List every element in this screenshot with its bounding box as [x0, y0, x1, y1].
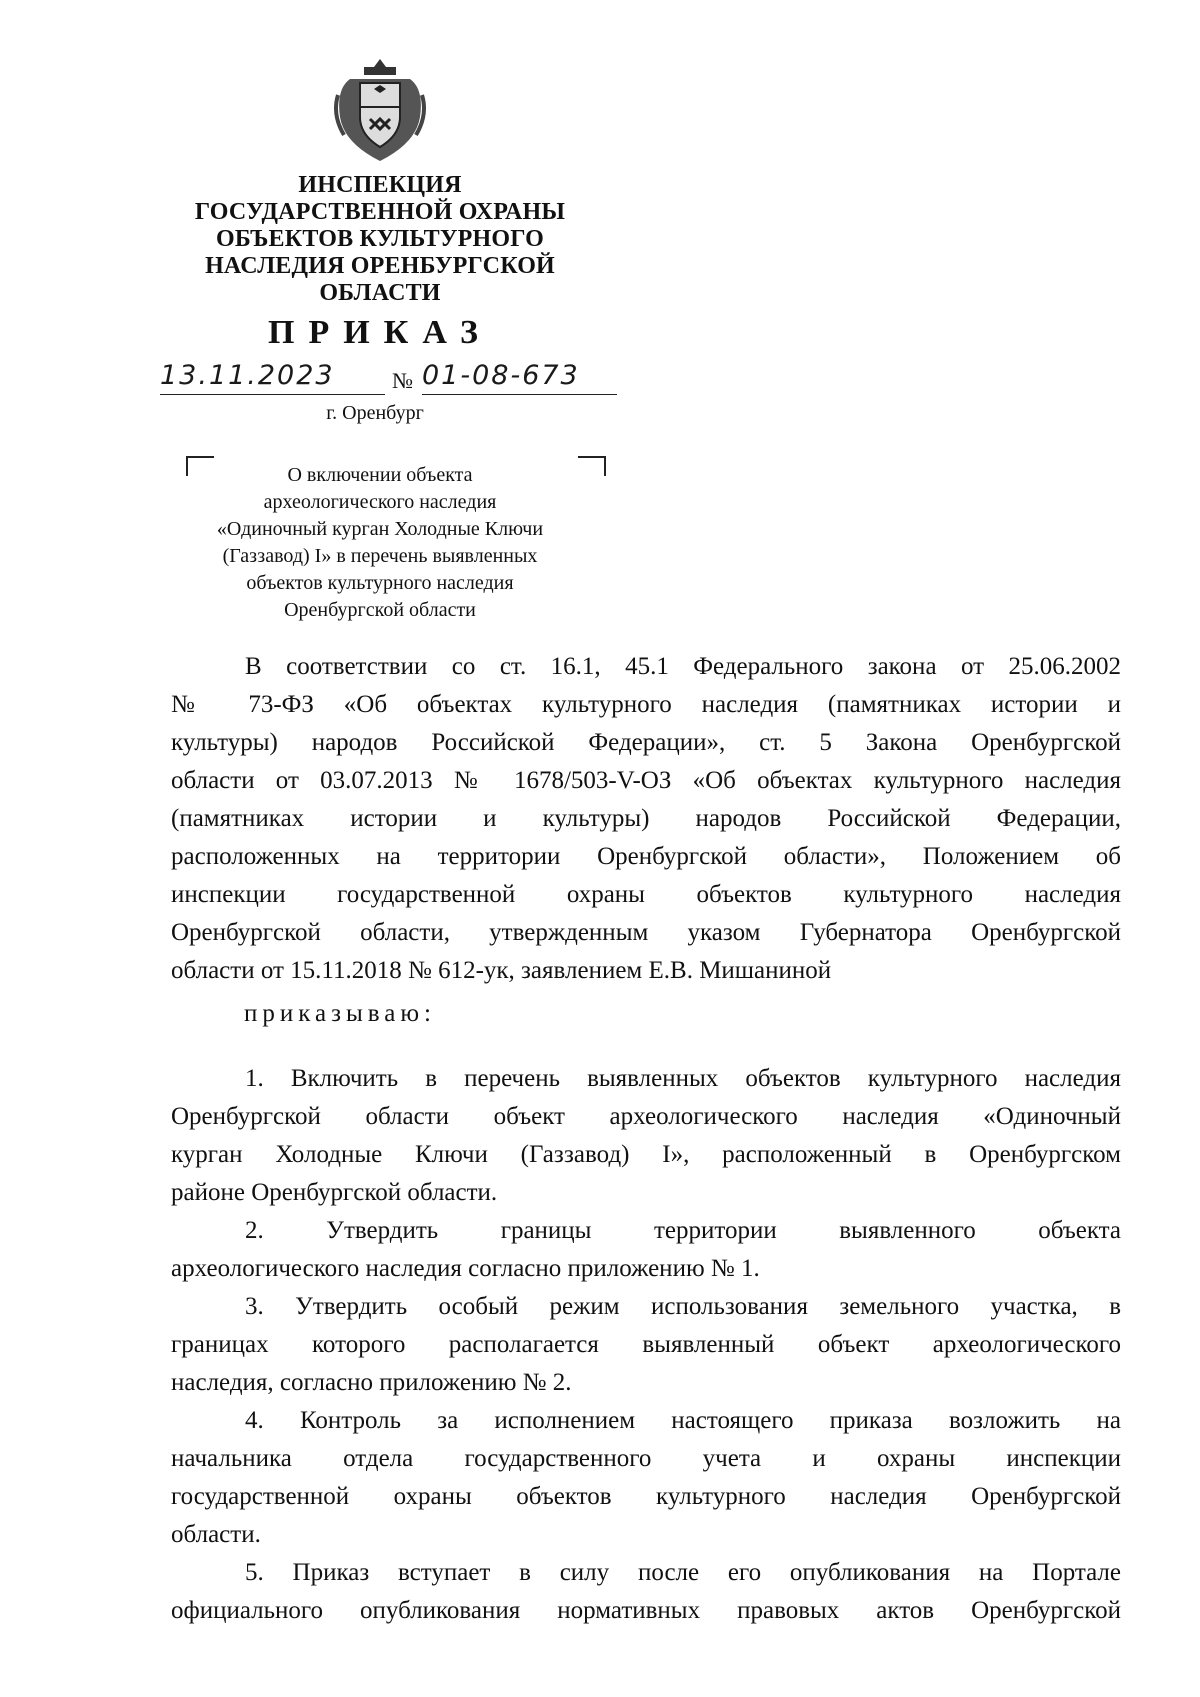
- number-sign: №: [392, 368, 413, 393]
- date-number-line: [160, 360, 610, 400]
- handwritten-date: 13.11.2023: [160, 360, 335, 391]
- preamble-paragraph: [171, 648, 1121, 990]
- text-line: курган Холодные Ключи (Газзавод) I», расположенный в Оренбургском: [171, 1141, 1121, 1168]
- text-line: области от 03.07.2013 № 1678/503-V-ОЗ «Об объектах культурного наследия: [171, 767, 1121, 794]
- text-line: наследия, согласно приложению № 2.: [171, 1369, 572, 1396]
- text-line: 1. Включить в перечень выявленных объектов культурного наследия: [245, 1065, 1121, 1092]
- subject-line: О включении объекта: [287, 464, 473, 486]
- order-subject: [165, 462, 595, 624]
- authority-line: ИНСПЕКЦИЯ: [298, 172, 462, 198]
- authority-line: ГОСУДАРСТВЕННОЙ ОХРАНЫ: [194, 199, 566, 225]
- subject-line: археологического наследия: [263, 491, 497, 513]
- authority-line: ОБЪЕКТОВ КУЛЬТУРНОГО: [215, 226, 545, 252]
- authority-line: ОБЛАСТИ: [319, 280, 441, 306]
- coat-of-arms-icon: [330, 55, 430, 165]
- subject-line: «Одиночный курган Холодные Ключи: [216, 518, 544, 540]
- authority-line: НАСЛЕДИЯ ОРЕНБУРГСКОЙ: [205, 253, 555, 279]
- text-line: области.: [171, 1521, 261, 1548]
- order-word: приказываю:: [244, 1000, 436, 1027]
- subject-line: (Газзавод) I» в перечень выявленных: [222, 545, 538, 567]
- subject-line: Оренбургской области: [284, 599, 476, 621]
- subject-line: объектов культурного наследия: [246, 572, 514, 594]
- text-line: расположенных на территории Оренбургской области», Положением об: [171, 843, 1121, 870]
- text-line: № 73-ФЗ «Об объектах культурного наследия (памятниках истории и: [171, 691, 1121, 718]
- text-line: археологического наследия согласно приложению № 1.: [171, 1255, 760, 1282]
- handwritten-number: 01-08-673: [422, 360, 580, 391]
- document-type-title: ПРИКАЗ: [268, 314, 492, 351]
- text-line: 3. Утвердить особый режим использования земельного участка, в: [245, 1293, 1121, 1320]
- text-line: области от 15.11.2018 № 612-ук, заявлением Е.В. Мишаниной: [171, 957, 832, 984]
- text-line: 5. Приказ вступает в силу после его опубликования на Портале: [245, 1559, 1121, 1586]
- text-line: инспекции государственной охраны объектов культурного наследия: [171, 881, 1121, 908]
- text-line: (памятниках истории и культуры) народов Российской Федерации,: [171, 805, 1121, 832]
- text-line: государственной охраны объектов культурного наследия Оренбургской: [171, 1483, 1121, 1510]
- number-underline: [422, 394, 617, 395]
- text-line: В соответствии со ст. 16.1, 45.1 Федерального закона от 25.06.2002: [245, 653, 1121, 680]
- text-line: границах которого располагается выявленный объект археологического: [171, 1331, 1121, 1358]
- text-line: 4. Контроль за исполнением настоящего приказа возложить на: [245, 1407, 1121, 1434]
- text-line: районе Оренбургской области.: [171, 1179, 498, 1206]
- text-line: Оренбургской области, утвержденным указом Губернатора Оренбургской: [171, 919, 1121, 946]
- text-line: 2. Утвердить границы территории выявленного объекта: [245, 1217, 1121, 1244]
- date-underline: [160, 394, 385, 395]
- order-items: [171, 1060, 1121, 1630]
- text-line: Оренбургской области объект археологического наследия «Одиночный: [171, 1103, 1121, 1130]
- text-line: культуры) народов Российской Федерации», ст. 5 Закона Оренбургской: [171, 729, 1121, 756]
- text-line: официального опубликования нормативных правовых актов Оренбургской: [171, 1597, 1121, 1624]
- city-of-issue: г. Оренбург: [326, 402, 424, 424]
- issuing-authority: [165, 172, 595, 307]
- text-line: начальника отдела государственного учета и охраны инспекции: [171, 1445, 1121, 1472]
